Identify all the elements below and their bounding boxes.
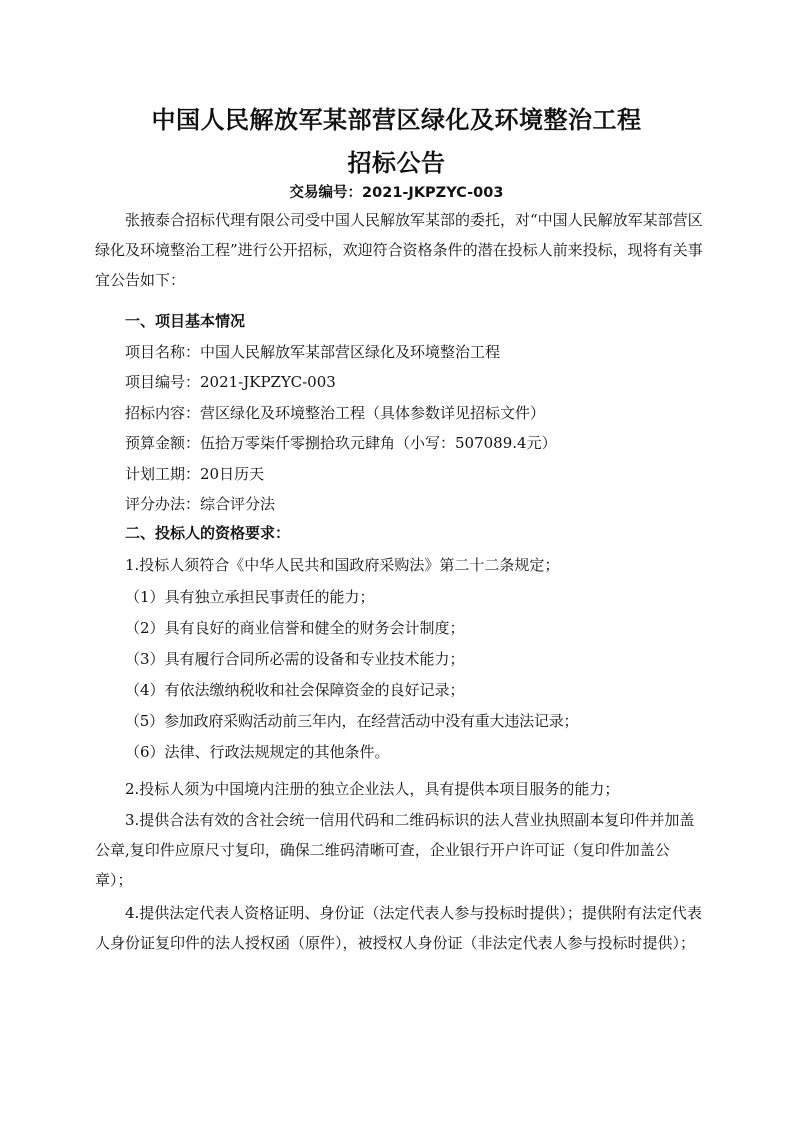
requirement-1-sub-6: （6）法律、行政法规规定的其他条件。 bbox=[125, 743, 390, 761]
requirement-2: 2.投标人须为中国境内注册的独立企业法人，具有提供本项目服务的能力； bbox=[125, 780, 620, 798]
intro-paragraph: 张掖泰合招标代理有限公司受中国人民解放军某部的委托，对“中国人民解放军某部营区绿化及环境整治工程”进行公开招标，欢迎符合资格条件的潜在投标人前来投标，现将有关事宜公告如下： bbox=[95, 211, 703, 289]
project-number: 项目编号：2021-JKPZYC-003 bbox=[125, 373, 336, 391]
requirement-3: 3.提供合法有效的含社会统一信用代码和二维码标识的法人营业执照副本复印件并加盖公章,复印件应原尺寸复印，确保二维码清晰可查，企业银行开户许可证（复印件加盖公章）； bbox=[95, 811, 695, 889]
budget-amount: 预算金额：伍拾万零柒仟零捌拾玖元肆角（小写：507089.4元） bbox=[125, 434, 557, 452]
construction-period: 计划工期：20日历天 bbox=[125, 465, 265, 483]
section1-heading: 一、项目基本情况 bbox=[125, 312, 246, 330]
requirement-1: 1.投标人须符合《中华人民共和国政府采购法》第二十二条规定； bbox=[125, 556, 560, 574]
requirement-4: 4.提供法定代表人资格证明、身份证（法定代表人参与投标时提供）；提供附有法定代表人身份证复印件的法人授权函（原件），被授权人身份证（非法定代表人参与投标时提供）； bbox=[95, 904, 702, 952]
scoring-method: 评分办法：综合评分法 bbox=[125, 495, 276, 513]
transaction-code: 交易编号：2021-JKPZYC-003 bbox=[289, 185, 504, 201]
requirement-1-sub-4: （4）有依法缴纳税收和社会保障资金的良好记录； bbox=[125, 681, 465, 699]
requirement-1-sub-5: （5）参加政府采购活动前三年内，在经营活动中没有重大违法记录； bbox=[125, 712, 579, 730]
project-name: 项目名称：中国人民解放军某部营区绿化及环境整治工程 bbox=[125, 343, 501, 361]
document-title: 中国人民解放军某部营区绿化及环境整治工程 bbox=[151, 106, 642, 134]
requirement-1-sub-1: （1）具有独立承担民事责任的能力； bbox=[125, 588, 375, 606]
requirement-1-sub-3: （3）具有履行合同所必需的设备和专业技术能力； bbox=[125, 650, 465, 668]
requirement-1-sub-2: （2）具有良好的商业信誉和健全的财务会计制度； bbox=[125, 619, 465, 637]
tender-content: 招标内容：营区绿化及环境整治工程（具体参数详见招标文件） bbox=[125, 404, 546, 422]
section2-heading: 二、投标人的资格要求： bbox=[125, 524, 291, 542]
document-subtitle: 招标公告 bbox=[347, 149, 446, 177]
